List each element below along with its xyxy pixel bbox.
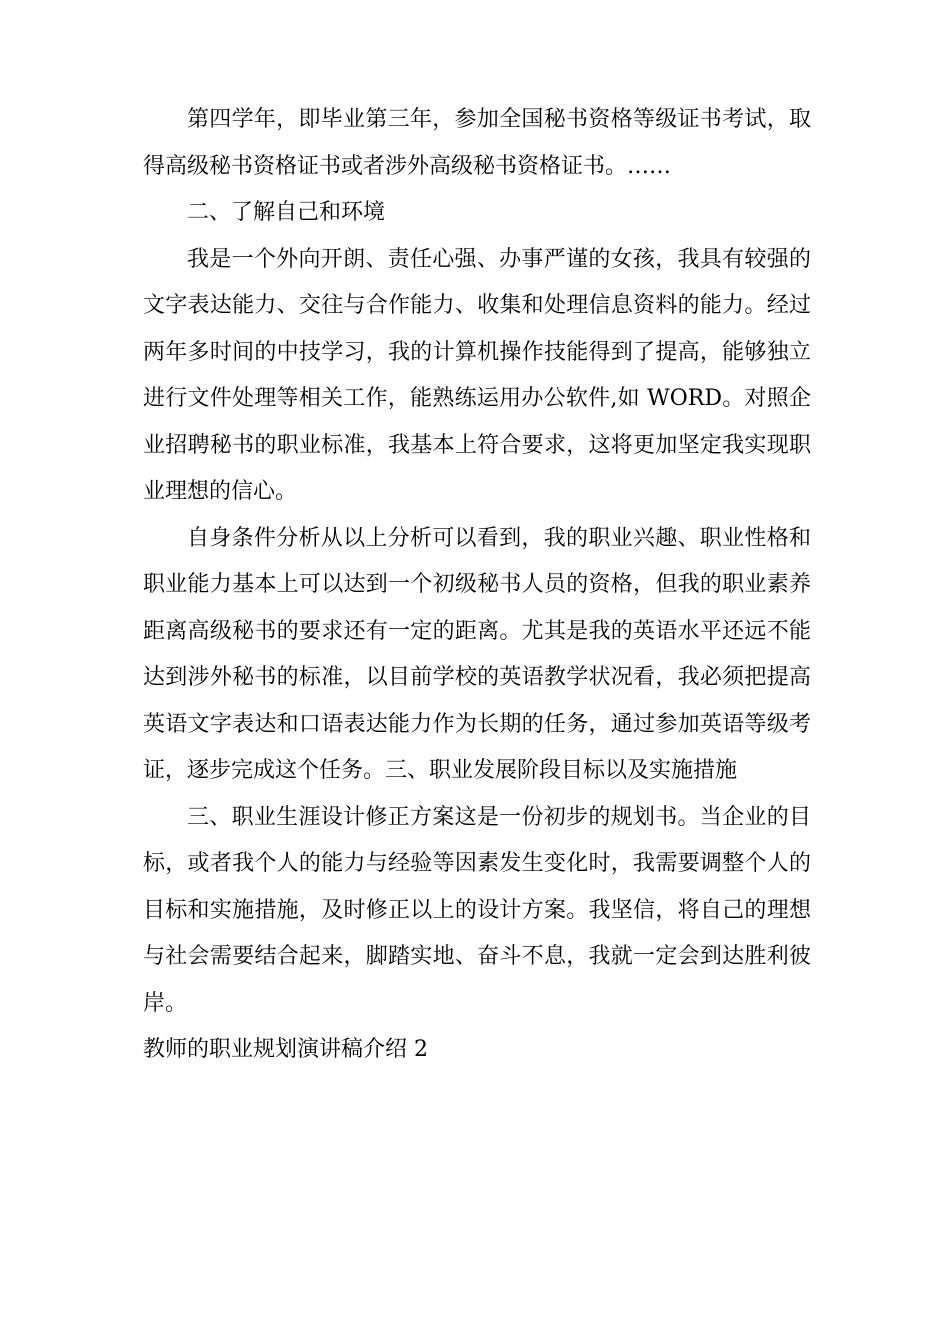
document-page	[143, 97, 811, 1074]
next-article-title: 教师的职业规划演讲稿介绍 2	[143, 1037, 428, 1062]
paragraph-self-analysis: 自身条件分析从以上分析可以看到，我的职业兴趣、职业性格和职业能力基本上可以达到一个初级秘书人员的资格，但我的职业素养距离高级秘书的要求还有一定的距离。尤其是我的英语水平还远不能达到涉外秘书的标准，以目前学校的英语教学状况看，我必须把提高英语文字表达和口语表达能力作为长期的任务，通过参加英语等级考证，逐步完成这个任务。三、职业发展阶段目标以及实施措施	[143, 525, 811, 783]
paragraph-self-description: 我是一个外向开朗、责任心强、办事严谨的女孩，我具有较强的文字表达能力、交往与合作能力、收集和处理信息资料的能力。经过两年多时间的中技学习，我的计算机操作技能得到了提高，能够独立进行文件处理等相关工作，能熟练运用办公软件,如 WORD。对照企业招聘秘书的职业标准，我基本上符合要求，这将更加坚定我实现职业理想的信心。	[143, 246, 811, 504]
paragraph-exam-plan: 第四学年，即毕业第三年，参加全国秘书资格等级证书考试，取得高级秘书资格证书或者涉外高级秘书资格证书。……	[143, 107, 811, 179]
paragraph-revision-plan: 三、职业生涯设计修正方案这是一份初步的规划书。当企业的目标，或者我个人的能力与经验等因素发生变化时，我需要调整个人的目标和实施措施，及时修正以上的设计方案。我坚信，将自己的理想与社会需要结合起来，脚踏实地、奋斗不息，我就一定会到达胜利彼岸。	[143, 804, 811, 1016]
section-heading-self-environment: 二、了解自己和环境	[187, 200, 386, 225]
